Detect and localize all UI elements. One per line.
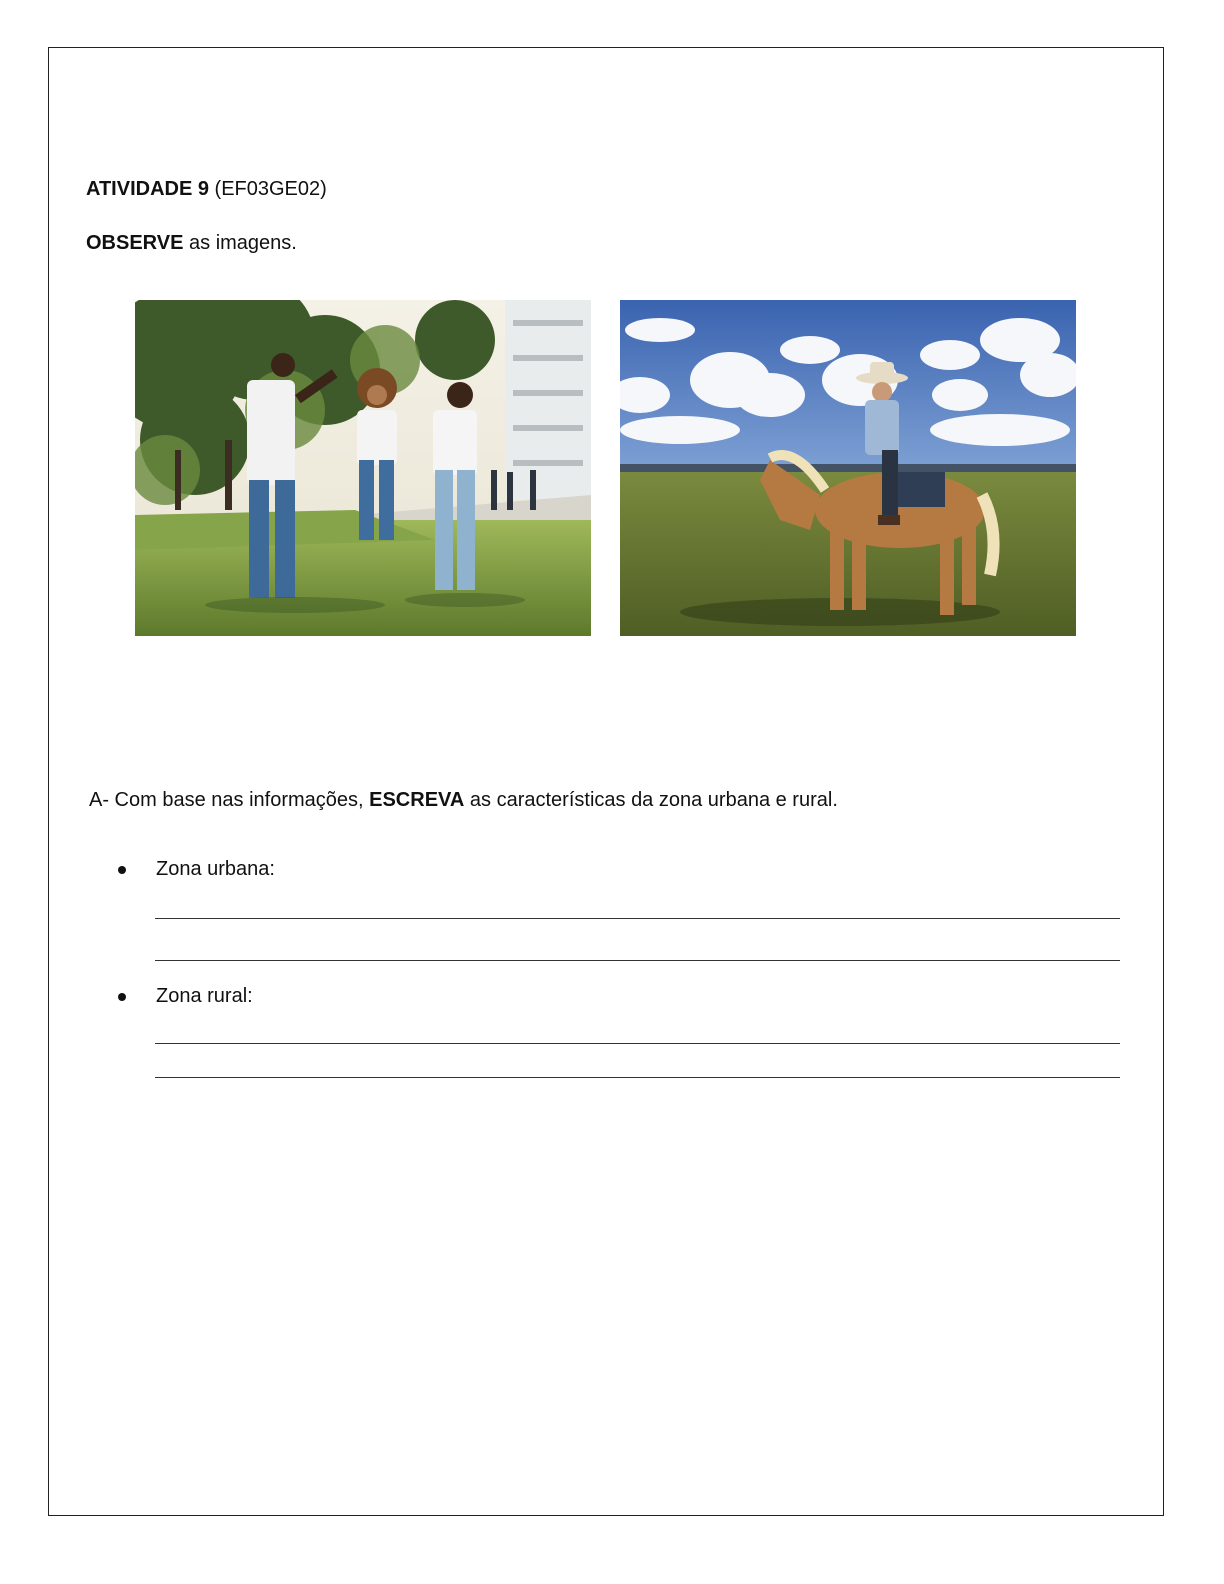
family-in-city-park-photo [135, 300, 591, 636]
bullet-icon [118, 866, 126, 874]
activity-title [86, 178, 327, 201]
question-a [89, 789, 838, 812]
bullet-icon [118, 993, 126, 1001]
rural-photo [620, 300, 1076, 636]
urban-answer-line-1[interactable] [155, 918, 1120, 919]
question-suffix: as características da zona urbana e rural. [464, 789, 838, 811]
cowboy-on-horse-photo [620, 300, 1076, 636]
list-item-urban [118, 858, 275, 881]
question-verb: ESCREVA [369, 789, 465, 811]
rural-label: Zona rural: [156, 985, 253, 1007]
urban-label: Zona urbana: [156, 858, 275, 880]
instruction [86, 232, 297, 255]
activity-code: (EF03GE02) [208, 178, 327, 200]
page-border [48, 47, 1164, 1516]
instruction-verb: OBSERVE [86, 232, 184, 254]
urban-answer-line-2[interactable] [155, 960, 1120, 961]
list-item-rural [118, 985, 253, 1008]
question-prefix: A- Com base nas informações, [89, 789, 370, 811]
rural-answer-line-1[interactable] [155, 1043, 1120, 1044]
instruction-text: as imagens. [183, 232, 297, 254]
activity-number: ATIVIDADE 9 [86, 178, 209, 200]
rural-answer-line-2[interactable] [155, 1077, 1120, 1078]
urban-photo [135, 300, 591, 636]
